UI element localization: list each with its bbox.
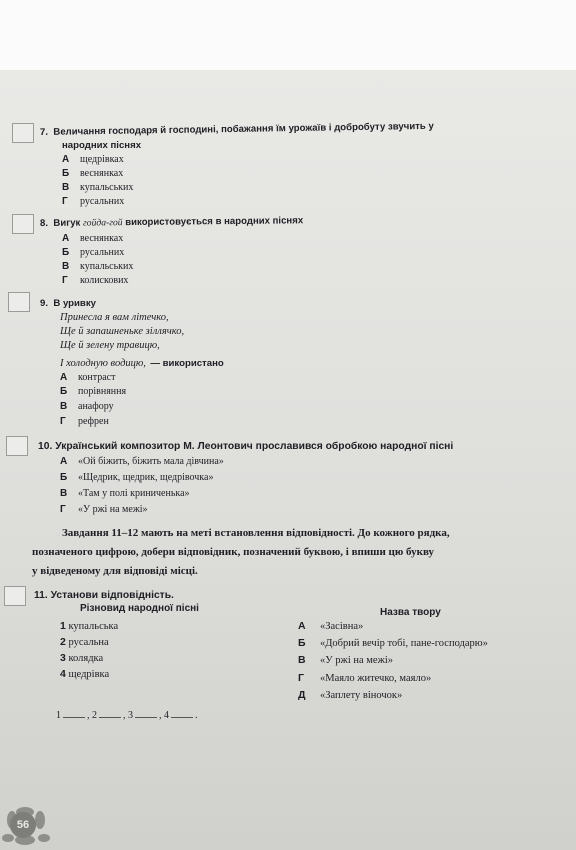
- top-margin: [0, 0, 576, 70]
- answer-blank-4[interactable]: [171, 708, 193, 718]
- answer-box-9[interactable]: [8, 292, 30, 312]
- q11-right-header: Назва твору: [380, 607, 441, 618]
- task-instruction-line-2: позначеного цифрою, добери відповідник, позначений буквою, і впиши цю букву: [32, 546, 435, 558]
- q11-right-item-a: А «Засівна»: [298, 620, 364, 632]
- q11-left-item-4: 4 щедрівка: [60, 668, 110, 680]
- answer-blank-1[interactable]: [63, 708, 85, 718]
- q11-text: 11. Установи відповідність.: [34, 590, 174, 601]
- q7-text: 7. Величання господаря й господині, побажання їм урожаїв і добробуту звучить у: [39, 120, 434, 138]
- task-instruction-line-1: Завдання 11–12 мають на меті встановлення відповідності. До кожного рядка,: [62, 527, 450, 539]
- q9-verse-line-4: І холодную водицю, — використано: [60, 358, 224, 369]
- q8-option-c[interactable]: В купальських: [62, 261, 134, 272]
- q11-right-item-d: Г «Маяло житечко, маяло»: [298, 672, 432, 684]
- page-number: 56: [10, 812, 36, 838]
- q8-option-b[interactable]: Б русальних: [62, 247, 125, 258]
- q7-option-d[interactable]: Г русальних: [62, 196, 125, 207]
- q10-option-a[interactable]: А «Ой біжить, біжить мала дівчина»: [60, 456, 224, 467]
- answer-box-11[interactable]: [4, 586, 26, 606]
- answer-box-7[interactable]: [12, 123, 34, 143]
- q7-option-c[interactable]: В купальських: [62, 182, 134, 193]
- q9-verse-line-1: Принесла я вам літечко,: [60, 312, 169, 323]
- q11-right-item-e: Д «Заплету віночок»: [298, 689, 403, 701]
- answer-blank-2[interactable]: [99, 708, 121, 718]
- q9-option-a[interactable]: А контраст: [60, 372, 116, 383]
- q9-option-c[interactable]: В анафору: [60, 401, 114, 412]
- q9-verse-line-3: Ще й зелену травицю,: [60, 340, 160, 351]
- q9-text: 9. В уривку: [40, 298, 96, 309]
- q10-option-d[interactable]: Г «У ржі на межі»: [60, 504, 148, 515]
- q7-option-b[interactable]: Б веснянках: [62, 168, 124, 179]
- q8-text: 8. Вигук гойда-гой використовується в народних піснях: [39, 215, 304, 229]
- q11-answer-line: 1 , 2 , 3 , 4 .: [56, 710, 198, 721]
- answer-box-10[interactable]: [6, 436, 28, 456]
- q11-left-header: Різновид народної пісні: [80, 603, 199, 614]
- q10-option-c[interactable]: В «Там у полі криниченька»: [60, 488, 190, 499]
- document-page: [0, 70, 576, 850]
- q11-left-item-3: 3 колядка: [60, 652, 104, 664]
- q9-option-d[interactable]: Г рефрен: [60, 416, 109, 427]
- q8-option-a[interactable]: А веснянках: [62, 233, 124, 244]
- q11-right-item-c: В «У ржі на межі»: [298, 654, 393, 666]
- q11-left-item-1: 1 купальська: [60, 620, 119, 632]
- q7-option-a[interactable]: А щедрівках: [62, 154, 124, 165]
- answer-box-8[interactable]: [12, 214, 34, 234]
- q9-option-b[interactable]: Б порівняння: [60, 386, 127, 397]
- q8-option-d[interactable]: Г колискових: [62, 275, 129, 286]
- q10-text: 10. Український композитор М. Леонтович прославився обробкою народної пісні: [38, 441, 454, 452]
- q7-text-line2: народних піснях: [62, 140, 142, 151]
- task-instruction-line-3: у відведеному для відповіді місці.: [32, 565, 198, 577]
- q11-right-item-b: Б «Добрий вечір тобі, пане-господарю»: [298, 637, 488, 649]
- q10-option-b[interactable]: Б «Щедрик, щедрик, щедрівочка»: [60, 472, 214, 483]
- q9-verse-line-2: Ще й запашненьке зіллячко,: [60, 326, 185, 337]
- answer-blank-3[interactable]: [135, 708, 157, 718]
- q11-left-item-2: 2 русальна: [60, 636, 109, 648]
